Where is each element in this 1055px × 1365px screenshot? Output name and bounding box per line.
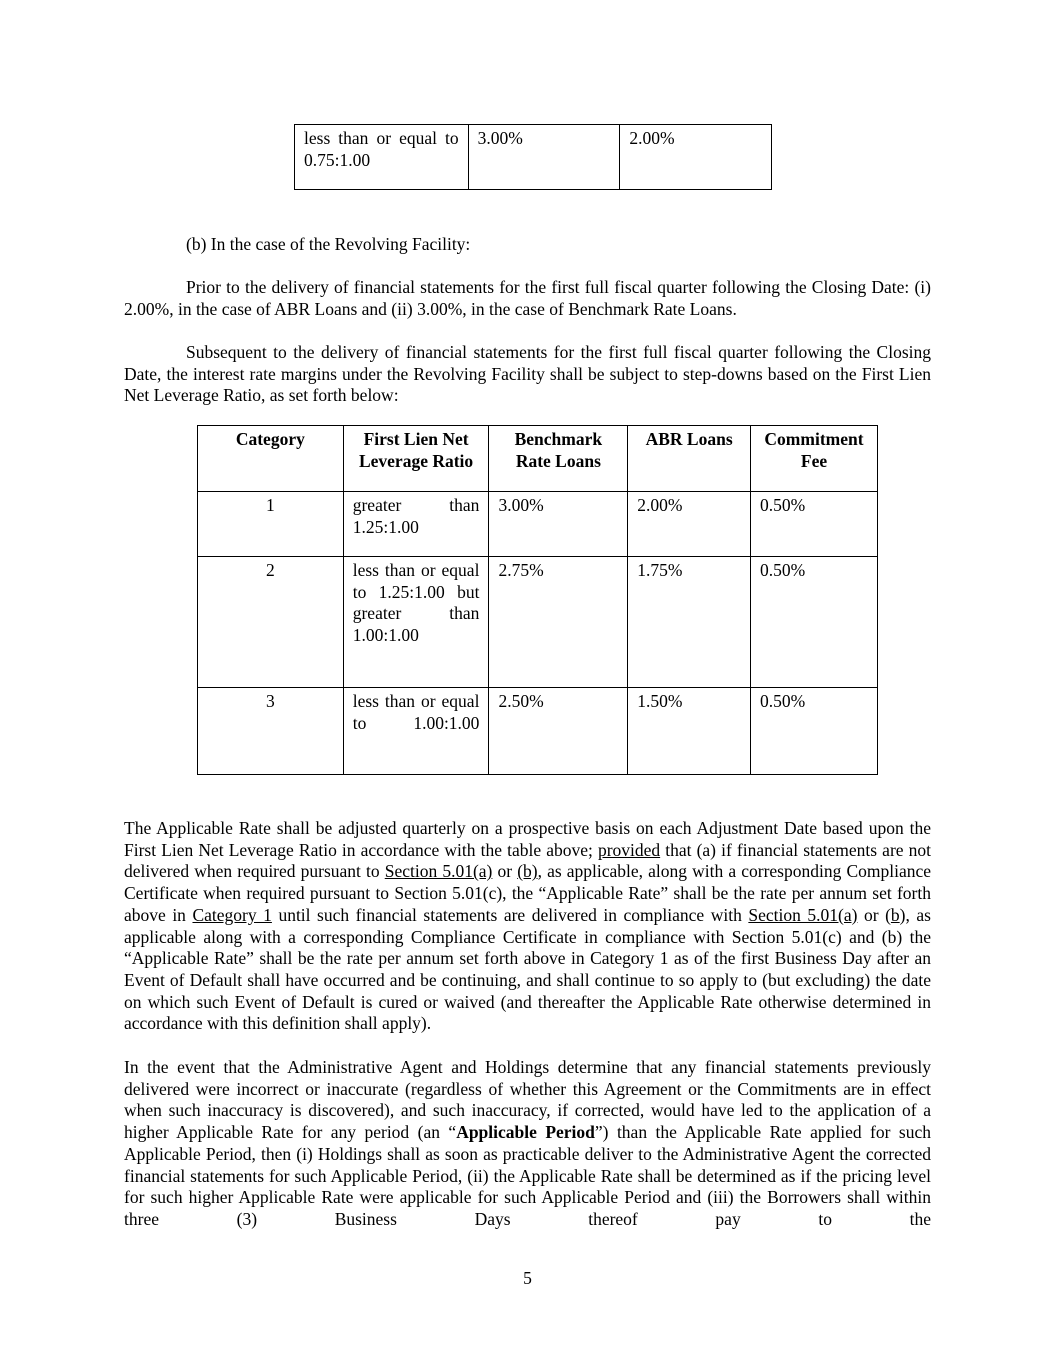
table-row — [198, 688, 878, 775]
revolving-facility-rate-table — [197, 425, 878, 775]
section-5-01a-reference: Section 5.01(a) — [384, 861, 493, 882]
page-number: 5 — [523, 1268, 532, 1288]
benchmark-cell: 3.00% — [468, 125, 620, 190]
applicable-rate-adjustment-paragraph: The Applicable Rate shall be adjusted quarterly on a prospective basis on each Adjustment Date based upon the First Lien Net Leverage Ratio in accordance with the table above; provided that (a) if financial statements are not delivered when required pursuant to Section 5.01(a) or (b), as applicable, along with a corresponding Compliance Certificate when required pursuant to Section 5.01(c), the “Applicable Rate” shall be the rate per annum set forth above in Category 1 until such financial statements are delivered in compliance with Section 5.01(a) or (b), as applicable along with a corresponding Compliance Certificate in compliance with Section 5.01(c) and (b) the “Applicable Rate” shall be the rate per annum set forth above in Category 1 as of the first Business Day after an Event of Default shall have occurred and be continuing, and shall continue to so apply to (but excluding) the date on which such Event of Default is cured or waived (and thereafter the Applicable Rate otherwise determined in accordance with this definition shall apply). — [124, 818, 932, 1034]
ratio-cell: less than or equal to 1.25:1.00 but greater than 1.00:1.00 — [343, 557, 489, 688]
abr-cell: 1.50% — [628, 688, 751, 775]
benchmark-cell: 2.75% — [489, 557, 628, 688]
subsequent-paragraph: Subsequent to the delivery of financial statements for the first full fiscal quarter following the Closing Date, the interest rate margins under the Revolving Facility shall be subject to step-downs based on the First Lien Net Leverage Ratio, as set forth below: — [124, 342, 931, 406]
header-category: Category — [198, 426, 344, 492]
category-cell: 3 — [198, 688, 344, 775]
provided-term: provided — [597, 839, 661, 860]
header-benchmark: Benchmark Rate Loans — [489, 426, 628, 492]
table-row — [198, 492, 878, 557]
ratio-cell: less than or equal to 1.00:1.00 — [343, 688, 489, 775]
table-row — [295, 125, 772, 190]
header-ratio: First Lien Net Leverage Ratio — [343, 426, 489, 492]
table-row — [198, 557, 878, 688]
incorrect-financials-paragraph: In the event that the Administrative Agent and Holdings determine that any financial statements previously delivered were incorrect or inaccurate (regardless of whether this Agreement or the Commitments are in effect when such inaccuracy is discovered), and such inaccuracy, if corrected, would have led to the application of a higher Applicable Rate for any period (an “Applicable Period”) than the Applicable Rate applied for such Applicable Period, then (i) Holdings shall as soon as practicable deliver to the Administrative Agent the corrected financial statements for such Applicable Period, (ii) the Applicable Rate shall be determined as if the pricing level for such higher Applicable Rate were applicable for such Applicable Period and (iii) the Borrowers shall within three (3) Business Days thereof pay to the — [124, 1057, 931, 1229]
ratio-line-1: less than or equal to — [304, 128, 459, 148]
benchmark-cell: 2.50% — [489, 688, 628, 775]
ratio-cell: greater than 1.25:1.00 — [343, 492, 489, 557]
table-header-row — [198, 426, 878, 492]
fee-cell: 0.50% — [751, 688, 878, 775]
section-b-heading: (b) In the case of the Revolving Facility: — [186, 234, 471, 254]
category-cell: 1 — [198, 492, 344, 557]
benchmark-cell: 3.00% — [489, 492, 628, 557]
category-1-reference: Category 1 — [192, 904, 272, 925]
abr-cell: 1.75% — [628, 557, 751, 688]
section-5-01a-reference: Section 5.01(a) — [748, 904, 858, 925]
category-cell: 2 — [198, 557, 344, 688]
header-fee: Commitment Fee — [751, 426, 878, 492]
section-b-reference: (b) — [517, 861, 538, 882]
section-b-reference: b — [890, 904, 900, 925]
prior-paragraph: Prior to the delivery of financial statements for the first full fiscal quarter following the Closing Date: (i) 2.00%, in the case of ABR Loans and (ii) 3.00%, in the case of Benchmark Rate Loans. — [124, 277, 931, 319]
ratio-cell — [295, 125, 469, 190]
applicable-period-term: Applicable Period — [456, 1122, 595, 1143]
fee-cell: 0.50% — [751, 492, 878, 557]
abr-cell: 2.00% — [628, 492, 751, 557]
term-loan-rate-table-continuation — [294, 124, 772, 190]
header-abr: ABR Loans — [628, 426, 751, 492]
fee-cell: 0.50% — [751, 557, 878, 688]
abr-cell: 2.00% — [620, 125, 772, 190]
ratio-line-2: 0.75:1.00 — [304, 149, 371, 170]
